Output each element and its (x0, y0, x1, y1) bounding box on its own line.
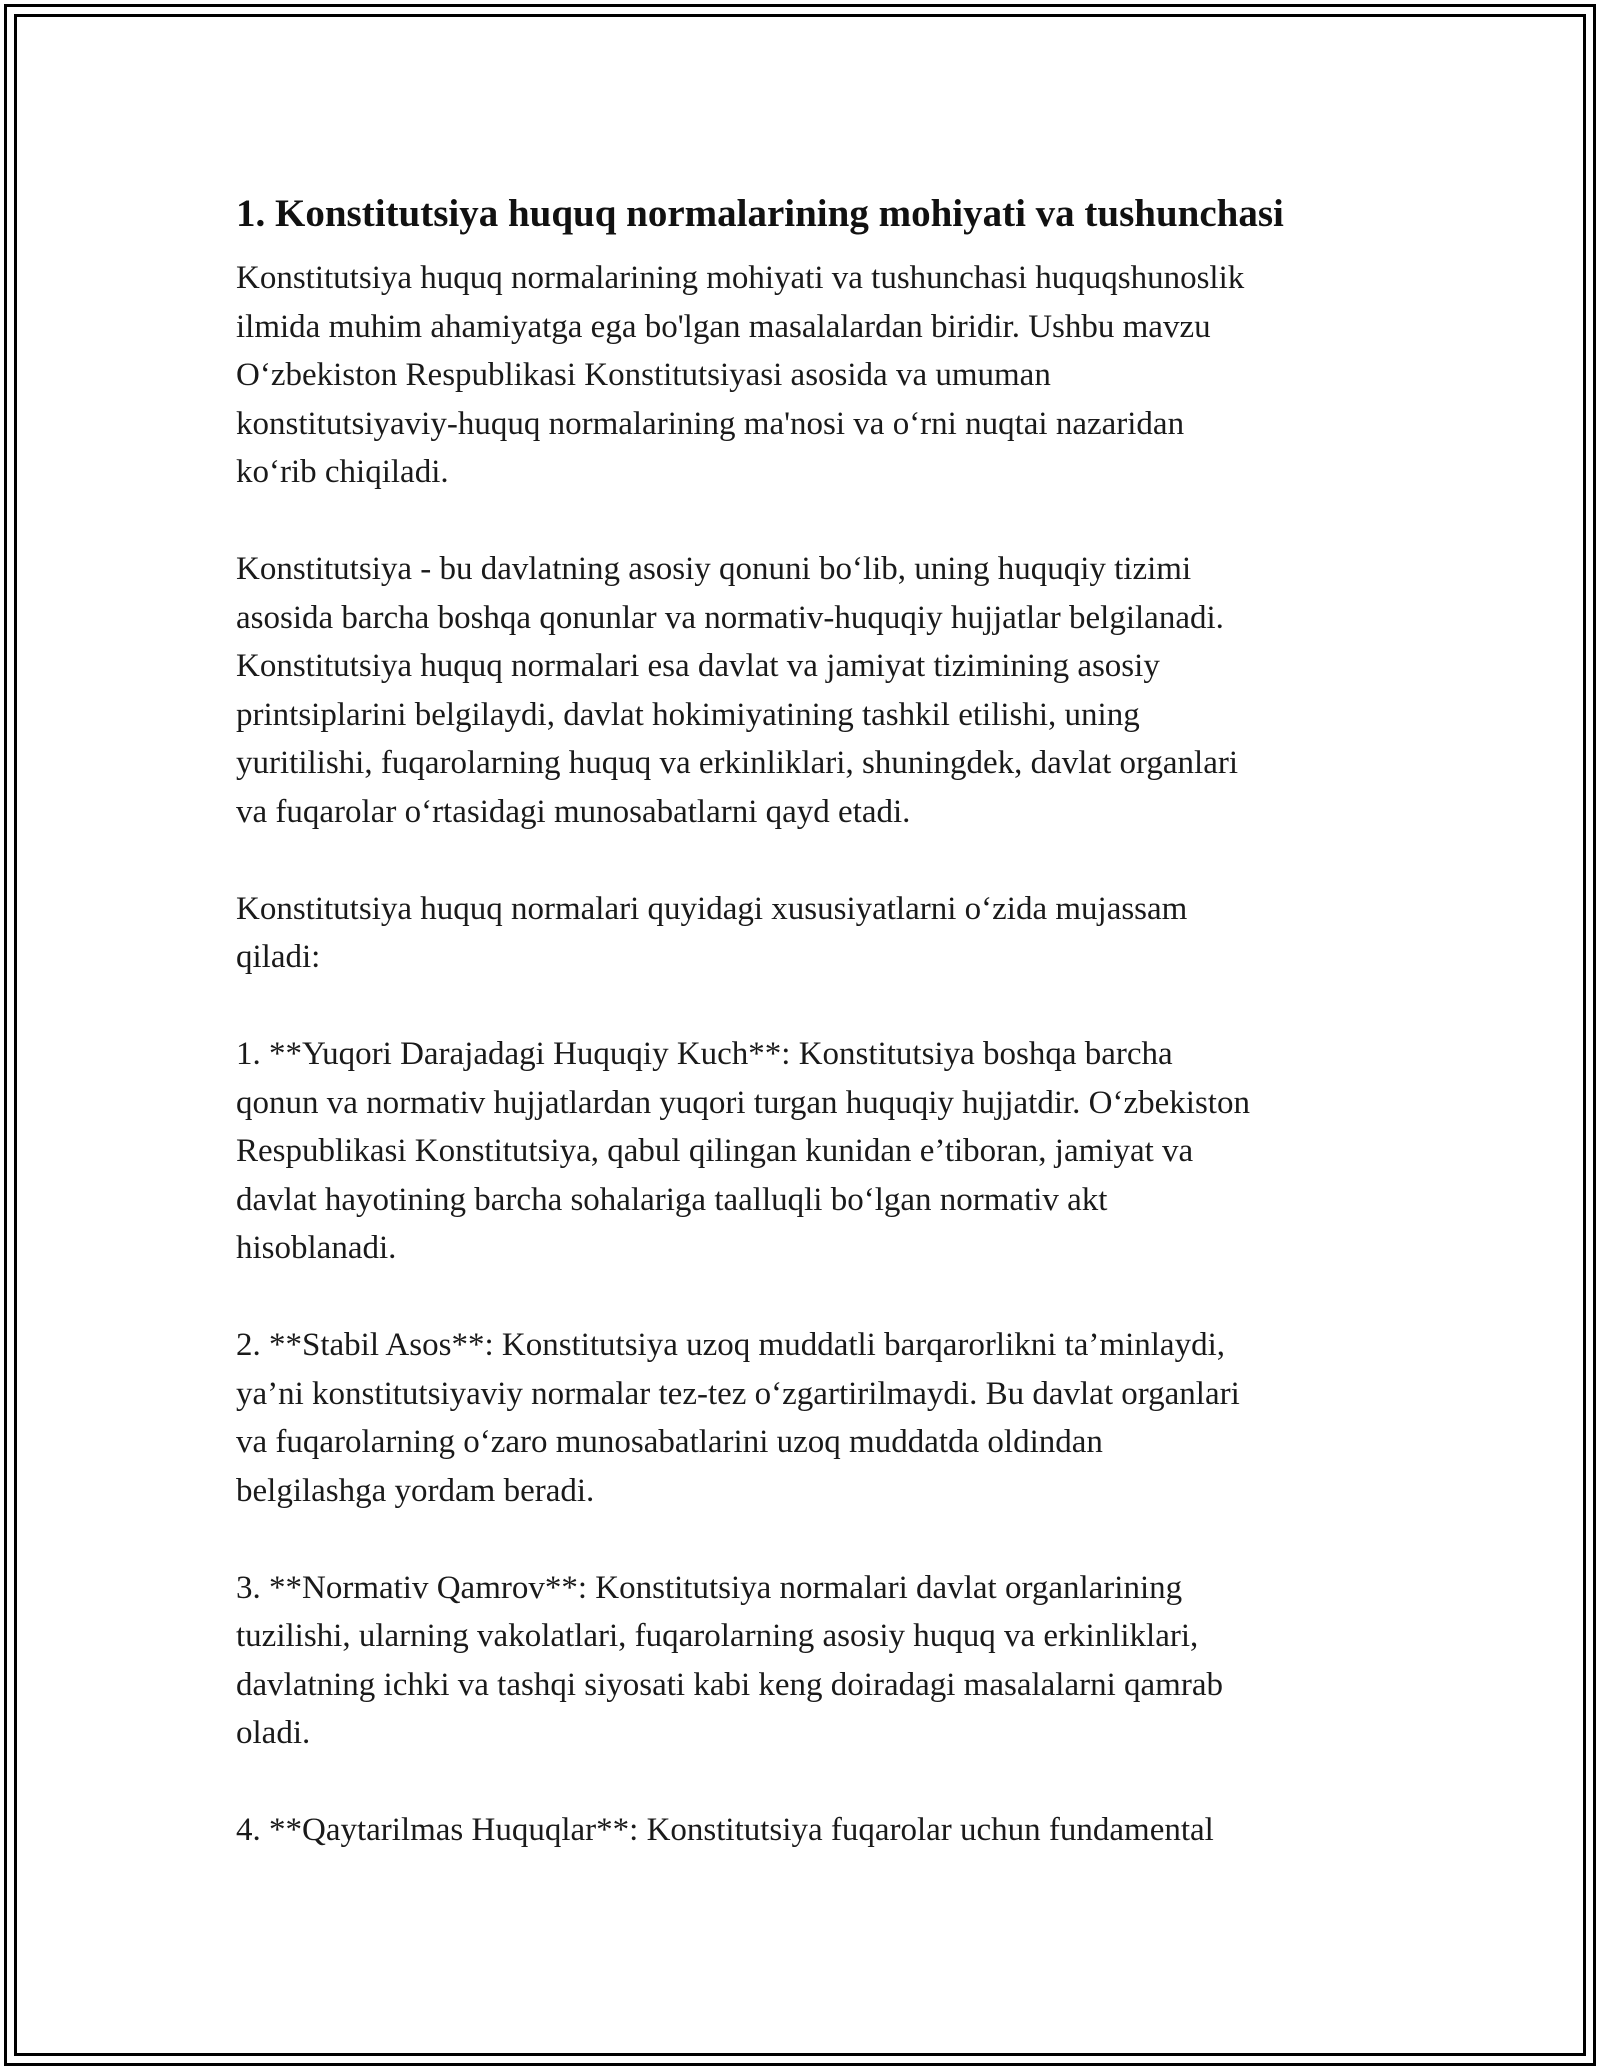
list-item-1: 1. **Yuqori Darajadagi Huquqiy Kuch**: Konstitutsiya boshqa barcha qonun va normativ hujjatlardan yuqori turgan huquqiy hujjatdir. O‘zbekiston Respublikasi Konstitutsiya, qabul qilingan kunidan e’tiboran, jamiyat va davlat hayotining barcha sohalariga taalluqli bo‘lgan normativ akt hisoblanadi. (236, 1036, 1250, 1266)
list-item-2: 2. **Stabil Asos**: Konstitutsiya uzoq muddatli barqarorlikni ta’minlaydi, ya’ni konstitutsiyaviy normalar tez-tez o‘zgartirilmaydi. Bu davlat organlari va fuqarolarning o‘zaro munosabatlarini uzoq muddatda oldindan belgilashga yordam beradi. (236, 1327, 1240, 1509)
paragraph-features-intro: Konstitutsiya huquq normalari quyidagi xususiyatlarni o‘zida mujassam qiladi: (236, 890, 1188, 975)
list-item-4: 4. **Qaytarilmas Huquqlar**: Konstitutsiya fuqarolar uchun fundamental (236, 1812, 1214, 1848)
document-body (236, 184, 1376, 1903)
section-title: 1. Konstitutsiya huquq normalarining mohiyati va tushunchasi (236, 192, 1284, 235)
paragraph-definition: Konstitutsiya - bu davlatning asosiy qonuni bo‘lib, uning huquqiy tizimi asosida barcha boshqa qonunlar va normativ-huquqiy hujjatlar belgilanadi. Konstitutsiya huquq normalari esa davlat va jamiyat tizimining asosiy printsiplarini belgilaydi, davlat hokimiyatining tashkil etilishi, uning yuritilishi, fuqarolarning huquq va erkinliklari, shuningdek, davlat organlari va fuqarolar o‘rtasidagi munosabatlarni qayd etadi. (236, 551, 1239, 830)
list-item-3: 3. **Normativ Qamrov**: Konstitutsiya normalari davlat organlarining tuzilishi, ularning vakolatlari, fuqarolarning asosiy huquq va erkinliklari, davlatning ichki va tashqi siyosati kabi keng doiradagi masalalarni qamrab oladi. (236, 1569, 1223, 1751)
paragraph-intro: Konstitutsiya huquq normalarining mohiyati va tushunchasi huquqshunoslik ilmida muhim ahamiyatga ega bo'lgan masalalardan biridir. Ushbu mavzu O‘zbekiston Respublikasi Konstitutsiyasi asosida va umuman konstitutsiyaviy-huquq normalarining ma'nosi va o‘rni nuqtai nazaridan ko‘rib chiqiladi. (236, 260, 1245, 490)
